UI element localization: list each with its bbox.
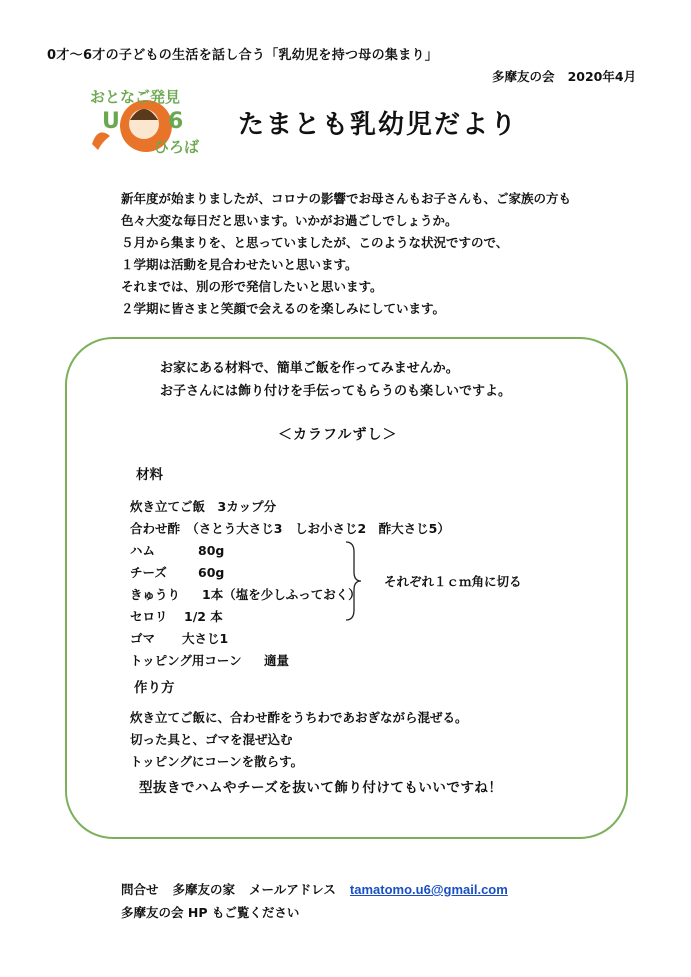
recipe-intro [160, 357, 511, 403]
org-name: 多摩友の会 [492, 69, 555, 84]
steps-heading: 作り方 [134, 680, 175, 696]
ingredient-qty: 1/2 本 [184, 609, 223, 624]
issue-date: 2020年4月 [567, 69, 637, 84]
homepage-note: 多摩友の会 HP もご覧ください [121, 905, 300, 920]
decoration-tip: 型抜きでハムやチーズを抜いて飾り付けてもいいですね！ [139, 780, 503, 796]
ingredient-name: 炊き立てご飯 3カップ分 [130, 499, 277, 514]
logo-six: 6 [168, 109, 184, 134]
mail-label: メールアドレス [249, 882, 336, 897]
ingredient-name: ゴマ [130, 631, 156, 646]
ingredient-name: ハム [130, 543, 156, 558]
intro-line: １学期は活動を見合わせたいと思います。 [121, 257, 358, 272]
recipe-intro-line: お子さんには飾り付けを手伝ってもらうのも楽しいですよ。 [160, 384, 512, 399]
cut-instruction: それぞれ１ｃｍ角に切る [384, 574, 522, 589]
header-tagline: 0才〜6才の子どもの生活を話し合う「乳幼児を持つ母の集まり」 [47, 48, 439, 63]
step-line: トッピングにコーンを散らす。 [130, 754, 304, 769]
recipe-title: ＜カラフルずし＞ [278, 427, 398, 443]
hand-icon [92, 132, 110, 150]
intro-line: 新年度が始まりましたが、コロナの影響でお母さんもお子さんも、ご家族の方も [121, 191, 572, 206]
u6-hiroba-logo [88, 84, 200, 156]
ingredient-name: セロリ [130, 609, 168, 624]
page-title: たまとも乳幼児だより [238, 110, 519, 140]
intro-line: ２学期に皆さまと笑顔で会えるのを楽しみにしています。 [121, 301, 446, 316]
org-date [492, 67, 636, 85]
intro-paragraph [121, 188, 571, 320]
recipe-intro-line: お家にある材料で、簡単ご飯を作ってみませんか。 [160, 361, 459, 376]
ingredient-qty: 1本（塩を少しふっておく） [202, 587, 361, 602]
steps-list [130, 707, 468, 773]
contact-label: 問合せ [121, 882, 159, 897]
ingredient-name: トッピング用コーン [130, 653, 242, 668]
ingredient-qty: 60g [198, 565, 225, 580]
logo-u: U [102, 109, 120, 134]
right-brace-icon [343, 540, 363, 622]
ingredient-qty: 適量 [264, 653, 290, 668]
step-line: 炊き立てご飯に、合わせ酢をうちわであおぎながら混ぜる。 [130, 710, 468, 725]
intro-line: 色々大変な毎日だと思います。いかがお過ごしでしょうか。 [121, 213, 458, 228]
email-link[interactable]: tamatomo.u6@gmail.com [349, 882, 508, 897]
ingredient-name: 合わせ酢 （さとう大さじ3 しお小さじ2 酢大さじ5） [130, 521, 450, 536]
ingredient-qty: 大さじ1 [182, 631, 229, 646]
ingredient-name: きゅうり [130, 587, 181, 602]
intro-line: ５月から集まりを、と思っていましたが、このような状況ですので、 [121, 235, 509, 250]
ingredient-name: チーズ [130, 565, 167, 580]
contact-line [121, 880, 508, 898]
ingredients-heading: 材料 [136, 467, 163, 483]
ingredient-qty: 80g [198, 543, 225, 558]
step-line: 切った具と、ゴマを混ぜ込む [130, 732, 293, 747]
intro-line: それまでは、別の形で発信したいと思います。 [121, 279, 383, 294]
logo-line1: おとなご発見 [90, 88, 181, 106]
logo-line3: ひろば [154, 138, 200, 156]
contact-org: 多摩友の家 [172, 882, 236, 897]
